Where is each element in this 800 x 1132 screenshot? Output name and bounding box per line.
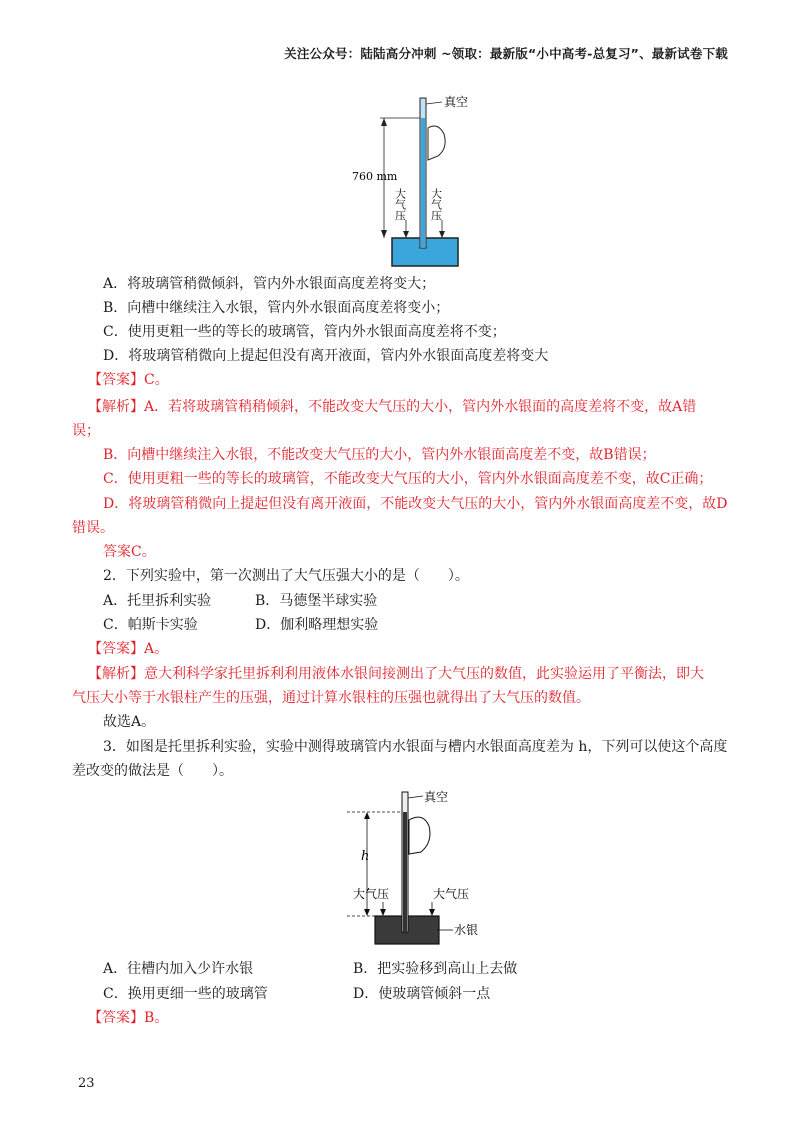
mercury-column <box>421 118 425 248</box>
mercury-label: 水银 <box>454 923 479 937</box>
q2-analysis-line: 【解析】意大利科学家托里拆利利用液体水银间接测出了大气压的数值，此实验运用了平衡法，即大 <box>88 666 704 682</box>
vacuum-label: 真空 <box>424 790 449 804</box>
q3-stem-line: 3．如图是托里拆利实验，实验中测得玻璃管内水银面与槽内水银面高度差为 h，下列可以使这个高度 <box>103 739 728 755</box>
q2-option-c: C．帕斯卡实验 <box>103 617 198 633</box>
pressure-right-label: 大气压 <box>433 887 470 901</box>
q1-analysis-line: 误； <box>72 423 100 439</box>
q1-analysis-line: B．向槽中继续注入水银，不能改变大气压的大小，管内外水银面高度差不变，故B错误； <box>103 447 656 463</box>
q1-option-b: B．向槽中继续注入水银，管内外水银面高度差将变小； <box>103 300 450 316</box>
height-label: 760 mm <box>352 170 398 183</box>
q2-analysis-line: 气压大小等于水银柱产生的压强，通过计算水银柱的压强也就得出了大气压的数值。 <box>72 690 590 706</box>
h-label: h <box>361 849 370 864</box>
q1-final: 答案C。 <box>103 544 156 560</box>
vacuum-label: 真空 <box>444 95 469 109</box>
q1-analysis-line: D．将玻璃管稍微向上提起但没有离开液面，不能改变大气压的大小，管内外水银面高度差不变，故D <box>103 496 728 512</box>
pressure-left-label: 大气压 <box>393 188 407 221</box>
q2-answer: 【答案】A。 <box>88 641 169 657</box>
q3-option-a: A．往槽内加入少许水银 <box>103 961 254 977</box>
q3-stem-line: 差改变的做法是（ ）。 <box>72 763 233 779</box>
torricelli-figure-2 <box>345 786 495 948</box>
q3-option-b: B．把实验移到高山上去做 <box>353 961 518 977</box>
q1-option-d: D．将玻璃管稍微向上提起但没有离开液面，管内外水银面高度差将变大 <box>103 348 549 364</box>
hand-icon <box>428 126 445 160</box>
q1-analysis-line: C．使用更粗一些的等长的玻璃管，不能改变大气压的大小，管内外水银面高度差不变，故C正确； <box>103 471 713 487</box>
q1-analysis-line: 错误。 <box>72 520 114 536</box>
torricelli-figure-1 <box>350 88 480 268</box>
pressure-right-label: 大气压 <box>429 188 443 221</box>
q3-option-c: C．换用更细一些的玻璃管 <box>103 986 268 1002</box>
q1-analysis-line: 【解析】A．若将玻璃管稍稍倾斜，不能改变大气压的大小，管内外水银面的高度差将不变，故A错 <box>88 399 697 415</box>
q3-option-d: D．使玻璃管倾斜一点 <box>353 986 491 1002</box>
q2-option-d: D．伽利略理想实验 <box>255 617 379 633</box>
q1-option-a: A．将玻璃管稍微倾斜，管内外水银面高度差将变大； <box>103 276 436 292</box>
q2-final: 故选A。 <box>103 714 156 730</box>
q3-answer: 【答案】B。 <box>88 1010 169 1026</box>
page-number: 23 <box>78 1076 95 1091</box>
q1-option-c: C．使用更粗一些的等长的玻璃管，管内外水银面高度差将不变； <box>103 324 506 340</box>
hand-icon <box>409 817 430 854</box>
pressure-left-label: 大气压 <box>353 887 390 901</box>
q2-stem: 2．下列实验中，第一次测出了大气压强大小的是（ ）。 <box>103 568 469 584</box>
q1-answer: 【答案】C。 <box>88 372 169 388</box>
page-header: 关注公众号：陆陆高分冲刺 ~领取：最新版“小中高考-总复习”、最新试卷下载 <box>284 46 728 61</box>
q2-option-a: A．托里拆利实验 <box>103 593 212 609</box>
mercury-column <box>403 812 407 932</box>
q2-option-b: B．马德堡半球实验 <box>255 593 378 609</box>
